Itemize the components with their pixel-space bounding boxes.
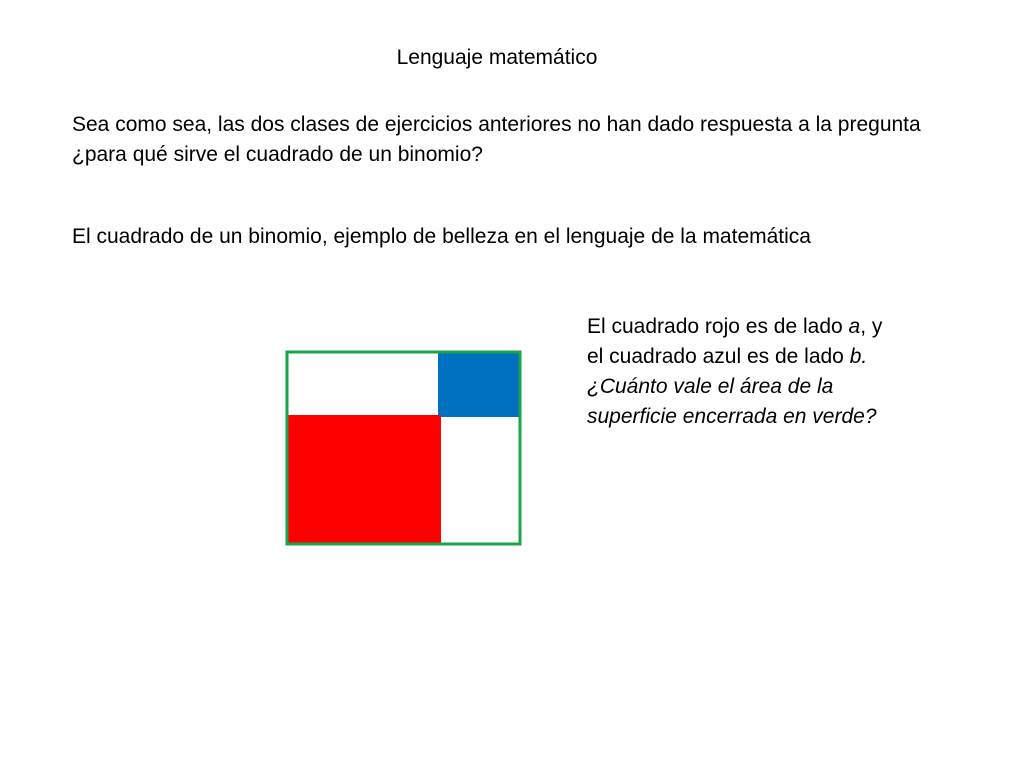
green-outline bbox=[287, 352, 520, 544]
slide-title: Lenguaje matemático bbox=[396, 46, 598, 69]
red-square bbox=[287, 415, 441, 544]
blue-square bbox=[438, 352, 520, 417]
variable-b: b. bbox=[849, 345, 868, 368]
question-text bbox=[587, 312, 1007, 432]
outer-white-area bbox=[287, 352, 520, 544]
question-line-4: superficie encerrada en verde? bbox=[587, 405, 877, 428]
question-line-1: El cuadrado rojo es de lado a, y bbox=[587, 315, 883, 338]
question-line-3: ¿Cuánto vale el área de la bbox=[587, 375, 834, 398]
intro-paragraph: Sea como sea, las dos clases de ejercicios anteriores no han dado respuesta a la pregunta ¿para qué sirve el cuadrado de un binomio? bbox=[72, 113, 921, 166]
variable-a: a bbox=[848, 315, 861, 338]
statement-paragraph: El cuadrado de un binomio, ejemplo de belleza en el lenguaje de la matemática bbox=[72, 225, 811, 248]
question-line-2: el cuadrado azul es de lado b. bbox=[587, 345, 868, 368]
